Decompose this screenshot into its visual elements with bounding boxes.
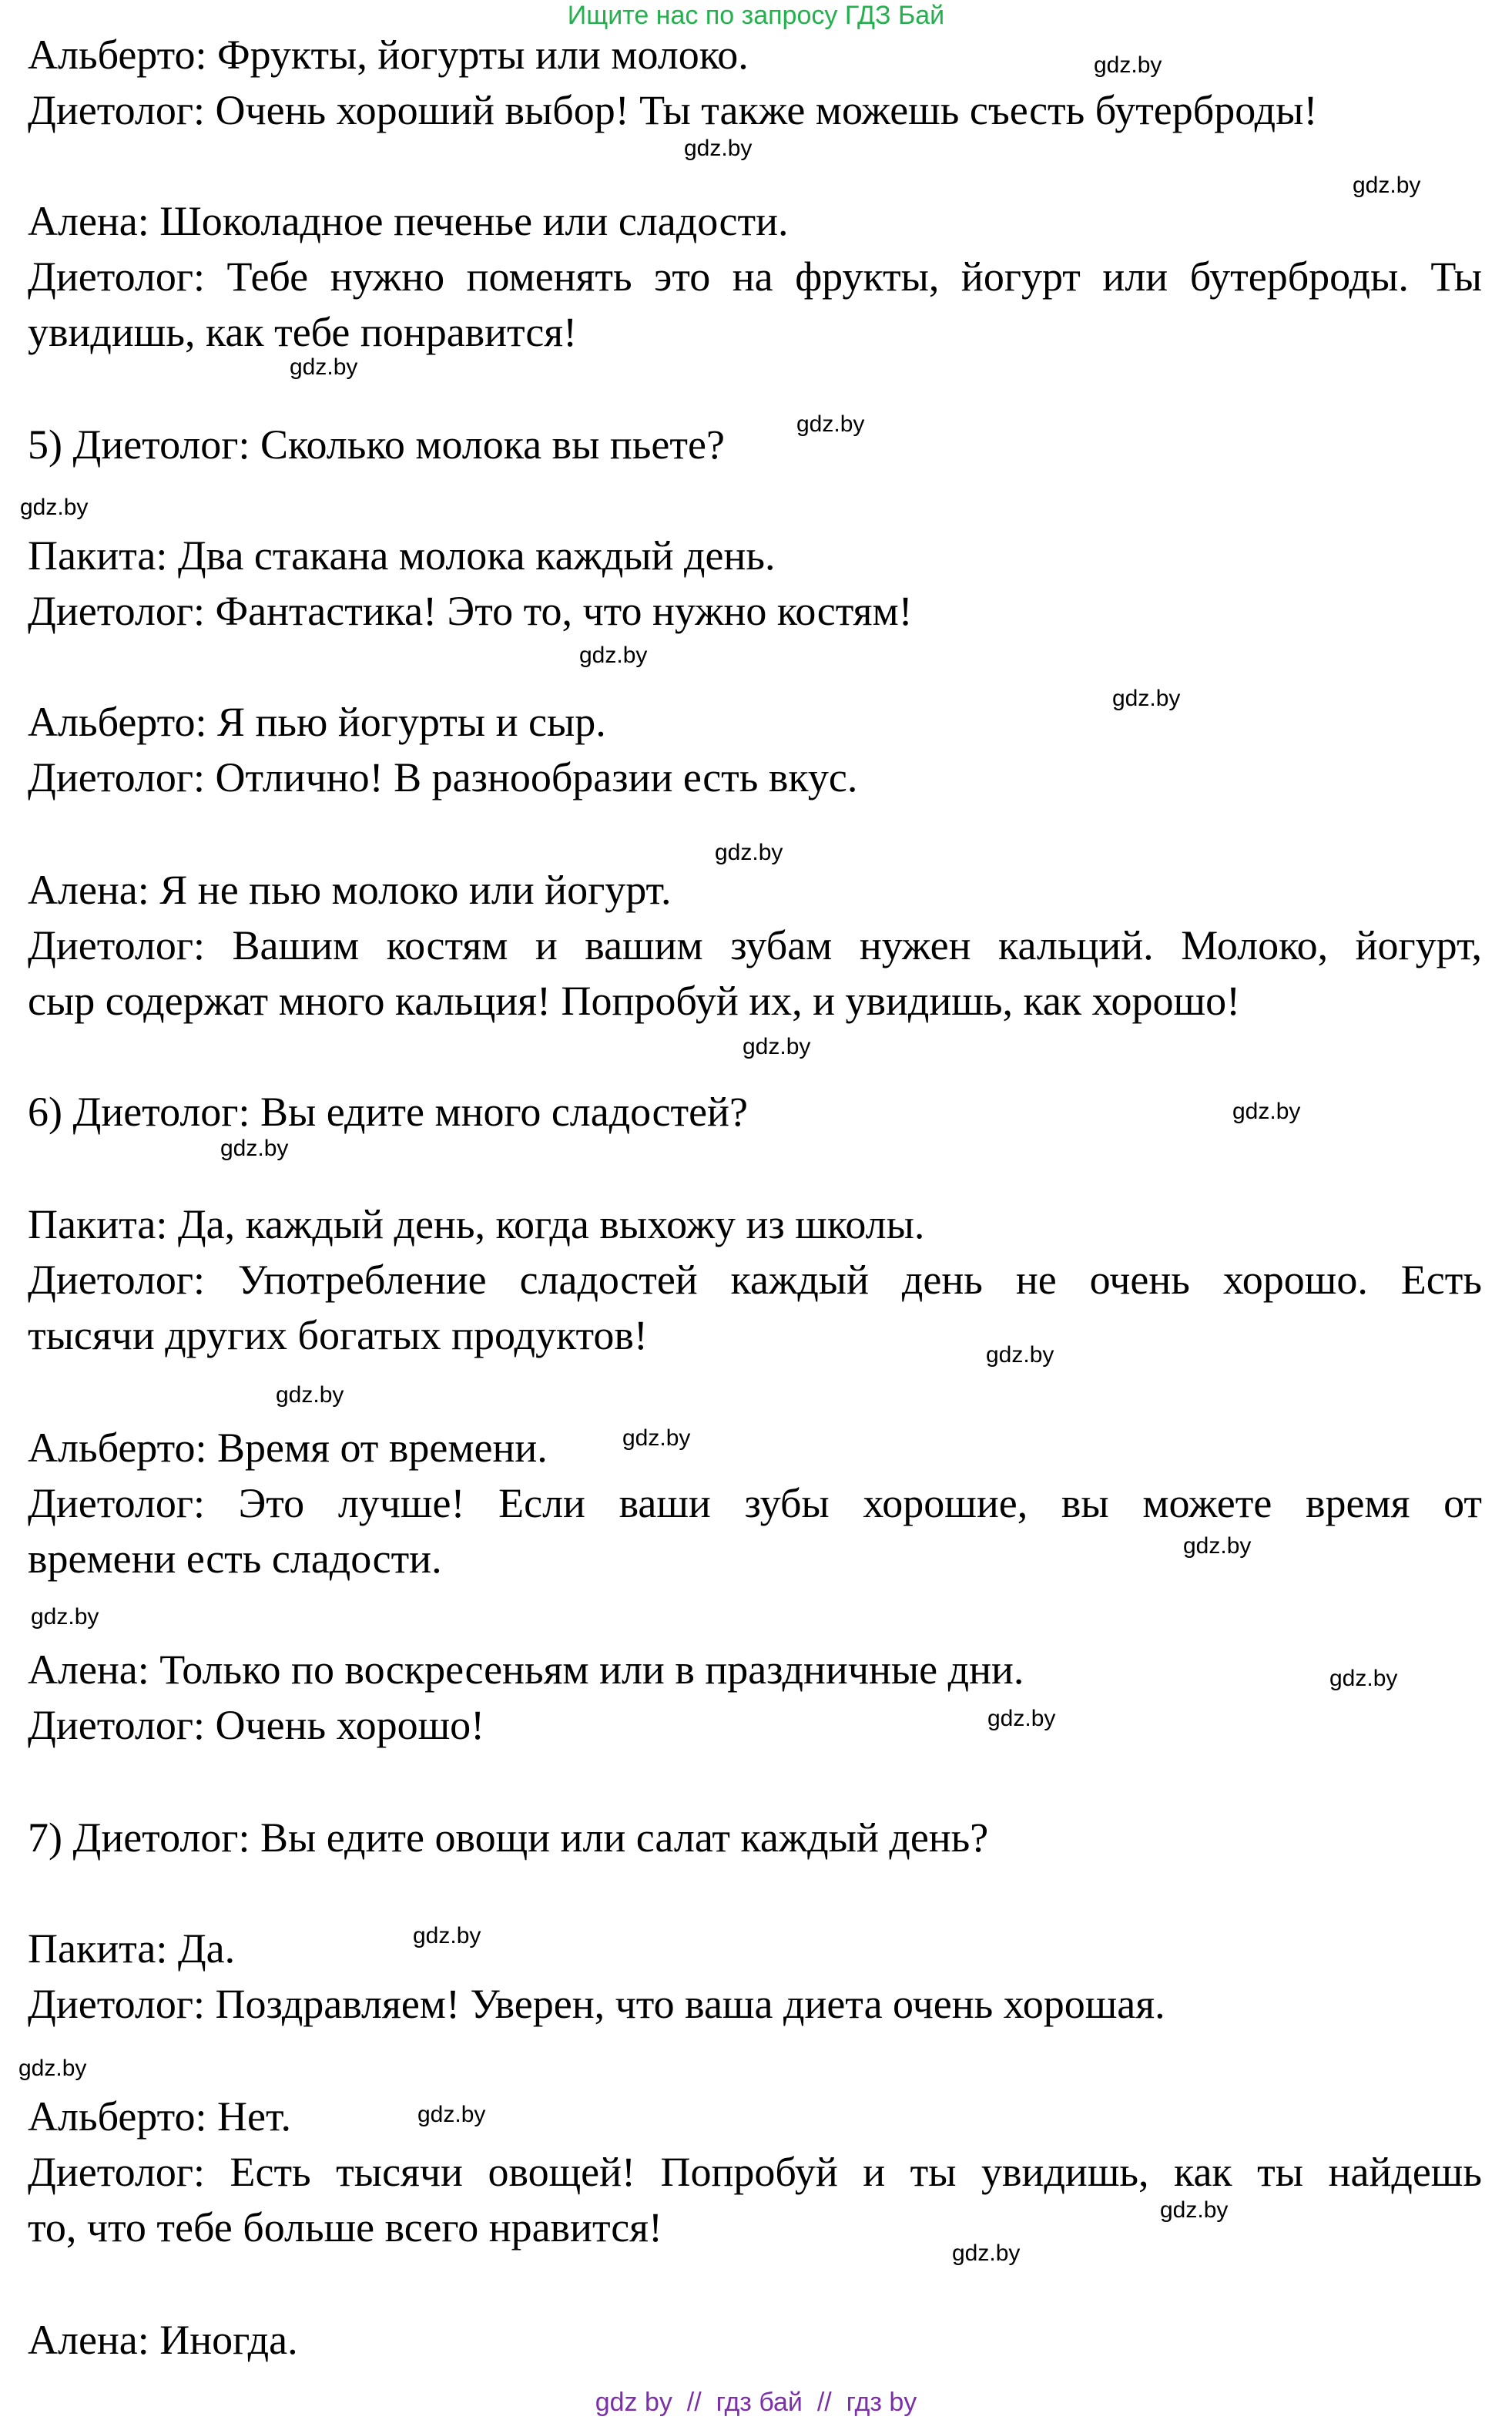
text-line: времени есть сладости. <box>28 1536 442 1582</box>
text-line: Диетолог: Употребление сладостей каждый день не очень хорошо. Есть <box>28 1257 1482 1303</box>
question-5: 5) Диетолог: Сколько молока вы пьете? <box>28 421 725 468</box>
watermark: gdz.by <box>715 840 783 865</box>
text-line: Диетолог: Очень хорошо! <box>28 1702 485 1748</box>
text-line: сыр содержат много кальция! Попробуй их, и увидишь, как хорошо! <box>28 978 1241 1024</box>
watermark: gdz.by <box>1232 1099 1301 1124</box>
text-line: Альберто: Фрукты, йогурты или молоко. <box>28 32 749 78</box>
watermark: gdz.by <box>1160 2197 1229 2223</box>
text-line: Пакита: Два стакана молока каждый день. <box>28 532 776 579</box>
text-line: Альберто: Время от времени. <box>28 1425 548 1471</box>
text-line: Диетолог: Это лучше! Если ваши зубы хорошие, вы можете время от <box>28 1480 1482 1526</box>
text-line: Диетолог: Тебе нужно поменять это на фрукты, йогурт или бутерброды. Ты <box>28 253 1482 300</box>
watermark: gdz.by <box>1183 1533 1252 1559</box>
watermark: gdz.by <box>684 136 753 161</box>
text-line: то, что тебе больше всего нравится! <box>28 2204 663 2250</box>
watermark: gdz.by <box>31 1604 99 1630</box>
text-line: Диетолог: Поздравляем! Уверен, что ваша диета очень хорошая. <box>28 1981 1165 2027</box>
watermark: gdz.by <box>1094 52 1162 78</box>
watermark: gdz.by <box>413 1923 481 1948</box>
watermark: gdz.by <box>987 1706 1056 1731</box>
watermark: gdz.by <box>417 2102 486 2127</box>
top-banner[interactable]: Ищите нас по запросу ГДЗ Бай <box>567 1 945 30</box>
watermark: gdz.by <box>796 411 865 437</box>
text-line: Альберто: Я пью йогурты и сыр. <box>28 699 606 745</box>
watermark: gdz.by <box>1353 173 1421 198</box>
watermark: gdz.by <box>276 1382 344 1408</box>
text-line: Алена: Иногда. <box>28 2317 298 2363</box>
watermark: gdz.by <box>579 643 648 668</box>
watermark: gdz.by <box>18 2056 87 2081</box>
text-line: Алена: Шоколадное печенье или сладости. <box>28 198 789 244</box>
text-line: Диетолог: Вашим костям и вашим зубам нужен кальций. Молоко, йогурт, <box>28 922 1482 968</box>
text-line: Пакита: Да, каждый день, когда выхожу из школы. <box>28 1201 925 1247</box>
watermark: gdz.by <box>1329 1666 1398 1691</box>
watermark: gdz.by <box>1112 686 1181 711</box>
text-line: Диетолог: Есть тысячи овощей! Попробуй и ты увидишь, как ты найдешь <box>28 2149 1482 2195</box>
footer-links[interactable]: gdz by // гдз бай // гдз by <box>595 2388 917 2417</box>
text-line: Альберто: Нет. <box>28 2093 291 2140</box>
watermark: gdz.by <box>220 1136 289 1161</box>
text-line: Алена: Я не пью молоко или йогурт. <box>28 867 672 913</box>
text-line: Диетолог: Очень хороший выбор! Ты также можешь съесть бутерброды! <box>28 87 1318 133</box>
watermark: gdz.by <box>952 2240 1021 2266</box>
question-6: 6) Диетолог: Вы едите много сладостей? <box>28 1089 748 1135</box>
watermark: gdz.by <box>290 354 358 380</box>
question-7: 7) Диетолог: Вы едите овощи или салат каждый день? <box>28 1814 989 1861</box>
text-line: увидишь, как тебе понравится! <box>28 309 578 355</box>
watermark: gdz.by <box>622 1425 691 1451</box>
text-line: Алена: Только по воскресеньям или в праздничные дни. <box>28 1646 1024 1693</box>
text-line: Пакита: Да. <box>28 1925 236 1972</box>
text-line: Диетолог: Отлично! В разнообразии есть вкус. <box>28 754 858 801</box>
text-line: тысячи других богатых продуктов! <box>28 1312 648 1358</box>
watermark: gdz.by <box>20 495 89 520</box>
watermark: gdz.by <box>743 1034 811 1059</box>
text-line: Диетолог: Фантастика! Это то, что нужно костям! <box>28 588 913 634</box>
watermark: gdz.by <box>986 1342 1054 1368</box>
